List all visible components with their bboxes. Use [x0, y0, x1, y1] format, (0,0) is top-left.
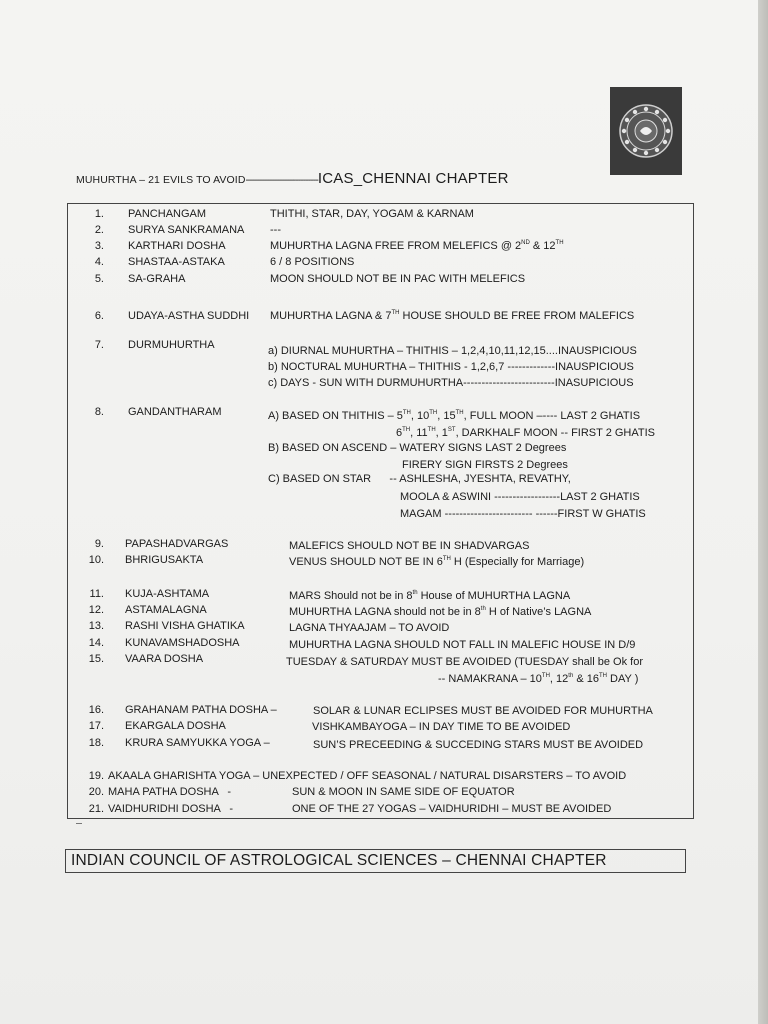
item-description: A) BASED ON THITHIS – 5TH, 10TH, 15TH, FULL MOON –---- LAST 2 GHATIS	[268, 410, 641, 422]
item-description: MALEFICS SHOULD NOT BE IN SHADVARGAS	[289, 540, 530, 552]
item-description: LAGNA THYAAJAM – TO AVOID	[289, 622, 450, 634]
item-label: PAPASHADVARGAS	[125, 538, 229, 550]
item-number: 18.	[88, 737, 104, 749]
footer-banner: INDIAN COUNCIL OF ASTROLOGICAL SCIENCES – CHENNAI CHAPTER	[65, 849, 686, 873]
item-description: ONE OF THE 27 YOGAS – VAIDHURIDHI – MUST BE AVOIDED	[292, 803, 612, 815]
item-description: MUHURTHA LAGNA FREE FROM MELEFICS @ 2ND & 12TH	[270, 240, 564, 252]
item-description: SUN & MOON IN SAME SIDE OF EQUATOR	[292, 786, 515, 798]
emblem-logo	[610, 87, 682, 175]
item-label: AKAALA GHARISHTA YOGA – UNEXPECTED / OFF SEASONAL / NATURAL DISARSTERS – TO AVOID	[108, 770, 627, 782]
item-number: 21.	[88, 803, 104, 815]
item-description: SOLAR & LUNAR ECLIPSES MUST BE AVOIDED FOR MUHURTHA	[313, 705, 653, 717]
item-description: b) NOCTURAL MUHURTHA – THITHIS - 1,2,6,7 -------------INAUSPICIOUS	[268, 361, 634, 373]
item-description: MUHURTHA LAGNA should not be in 8th H of Native’s LAGNA	[289, 606, 592, 618]
item-number: 20.	[88, 786, 104, 798]
item-description: MUHURTHA LAGNA SHOULD NOT FALL IN MALEFIC HOUSE IN D/9	[289, 639, 636, 651]
item-number: 5.	[94, 273, 104, 285]
item-label: KUNAVAMSHADOSHA	[125, 637, 240, 649]
item-label: PANCHANGAM	[128, 208, 207, 220]
item-label: KRURA SAMYUKKA YOGA –	[125, 737, 270, 749]
item-description: MOOLA & ASWINI ------------------LAST 2 GHATIS	[400, 491, 640, 503]
item-description: VENUS SHOULD NOT BE IN 6TH H (Especially for Marriage)	[289, 556, 585, 568]
item-number: 16.	[88, 704, 104, 716]
item-description: 6TH, 11TH, 1ST, DARKHALF MOON -- FIRST 2 GHATIS	[396, 427, 656, 439]
item-description: THITHI, STAR, DAY, YOGAM & KARNAM	[270, 208, 474, 220]
item-description: 6 / 8 POSITIONS	[270, 256, 355, 268]
item-number: 2.	[94, 224, 104, 236]
item-number: 8.	[94, 406, 104, 418]
item-number: 4.	[94, 256, 104, 268]
item-description: MUHURTHA LAGNA & 7TH HOUSE SHOULD BE FREE FROM MALEFICS	[270, 310, 635, 322]
item-number: 6.	[94, 310, 104, 322]
item-number: 17.	[88, 720, 104, 732]
item-label: BHRIGUSAKTA	[125, 554, 204, 566]
item-number: 7.	[94, 339, 104, 351]
item-description: SUN’S PRECEEDING & SUCCEDING STARS MUST BE AVOIDED	[313, 739, 644, 751]
item-number: 14.	[88, 637, 104, 649]
page-edge	[758, 0, 768, 1024]
item-label: KUJA-ASHTAMA	[125, 588, 210, 600]
item-number: 11.	[89, 588, 104, 600]
item-number: 13.	[88, 620, 104, 632]
header-dashes: -----------------------------	[245, 174, 318, 186]
item-description: MAGAM ------------------------ ------FIRST W GHATIS	[400, 508, 646, 520]
item-label: SA-GRAHA	[128, 273, 186, 285]
item-number: 15.	[88, 653, 104, 665]
item-description: MOON SHOULD NOT BE IN PAC WITH MELEFICS	[270, 273, 526, 285]
item-description: -- NAMAKRANA – 10TH, 12th & 16TH DAY )	[438, 673, 639, 685]
item-label: VAIDHURIDHI DOSHA -	[108, 803, 234, 815]
item-label: DURMUHURTHA	[128, 339, 215, 351]
document-header	[76, 170, 509, 187]
item-label: SURYA SANKRAMANA	[128, 224, 245, 236]
item-description: MARS Should not be in 8th House of MUHURTHA LAGNA	[289, 590, 571, 602]
item-description: VISHKAMBAYOGA – IN DAY TIME TO BE AVOIDED	[312, 721, 571, 733]
item-description: TUESDAY & SATURDAY MUST BE AVOIDED (TUESDAY shall be Ok for	[286, 656, 643, 668]
item-number: 1.	[94, 208, 104, 220]
divider-mark	[76, 823, 82, 824]
item-description: ---	[270, 224, 281, 236]
item-description: a) DIURNAL MUHURTHA – THITHIS – 1,2,4,10,11,12,15....INAUSPICIOUS	[268, 345, 637, 357]
item-number: 9.	[94, 538, 104, 550]
item-label: KARTHARI DOSHA	[128, 240, 226, 252]
item-label: GANDANTHARAM	[128, 406, 222, 418]
item-label: RASHI VISHA GHATIKA	[125, 620, 245, 632]
item-number: 12.	[88, 604, 104, 616]
item-number: 3.	[94, 240, 104, 252]
item-description: B) BASED ON ASCEND – WATERY SIGNS LAST 2 Degrees	[268, 442, 567, 454]
item-label: ASTAMALAGNA	[125, 604, 207, 616]
item-number: 19.	[88, 770, 104, 782]
item-label: SHASTAA-ASTAKA	[128, 256, 225, 268]
item-label: UDAYA-ASTHA SUDDHI	[128, 310, 250, 322]
item-label: MAHA PATHA DOSHA -	[108, 786, 232, 798]
item-description: FIRERY SIGN FIRSTS 2 Degrees	[402, 459, 568, 471]
header-title: MUHURTHA – 21 EVILS TO AVOID	[76, 174, 246, 186]
item-number: 10.	[88, 554, 104, 566]
item-label: VAARA DOSHA	[125, 653, 204, 665]
item-description: C) BASED ON STAR -- ASHLESHA, JYESHTA, REVATHY,	[268, 473, 571, 485]
header-chapter: ICAS_CHENNAI CHAPTER	[317, 170, 509, 187]
item-label: GRAHANAM PATHA DOSHA –	[125, 704, 277, 716]
item-label: EKARGALA DOSHA	[125, 720, 226, 732]
item-description: c) DAYS - SUN WITH DURMUHURTHA-------------------------INASUPICIOUS	[268, 377, 634, 389]
